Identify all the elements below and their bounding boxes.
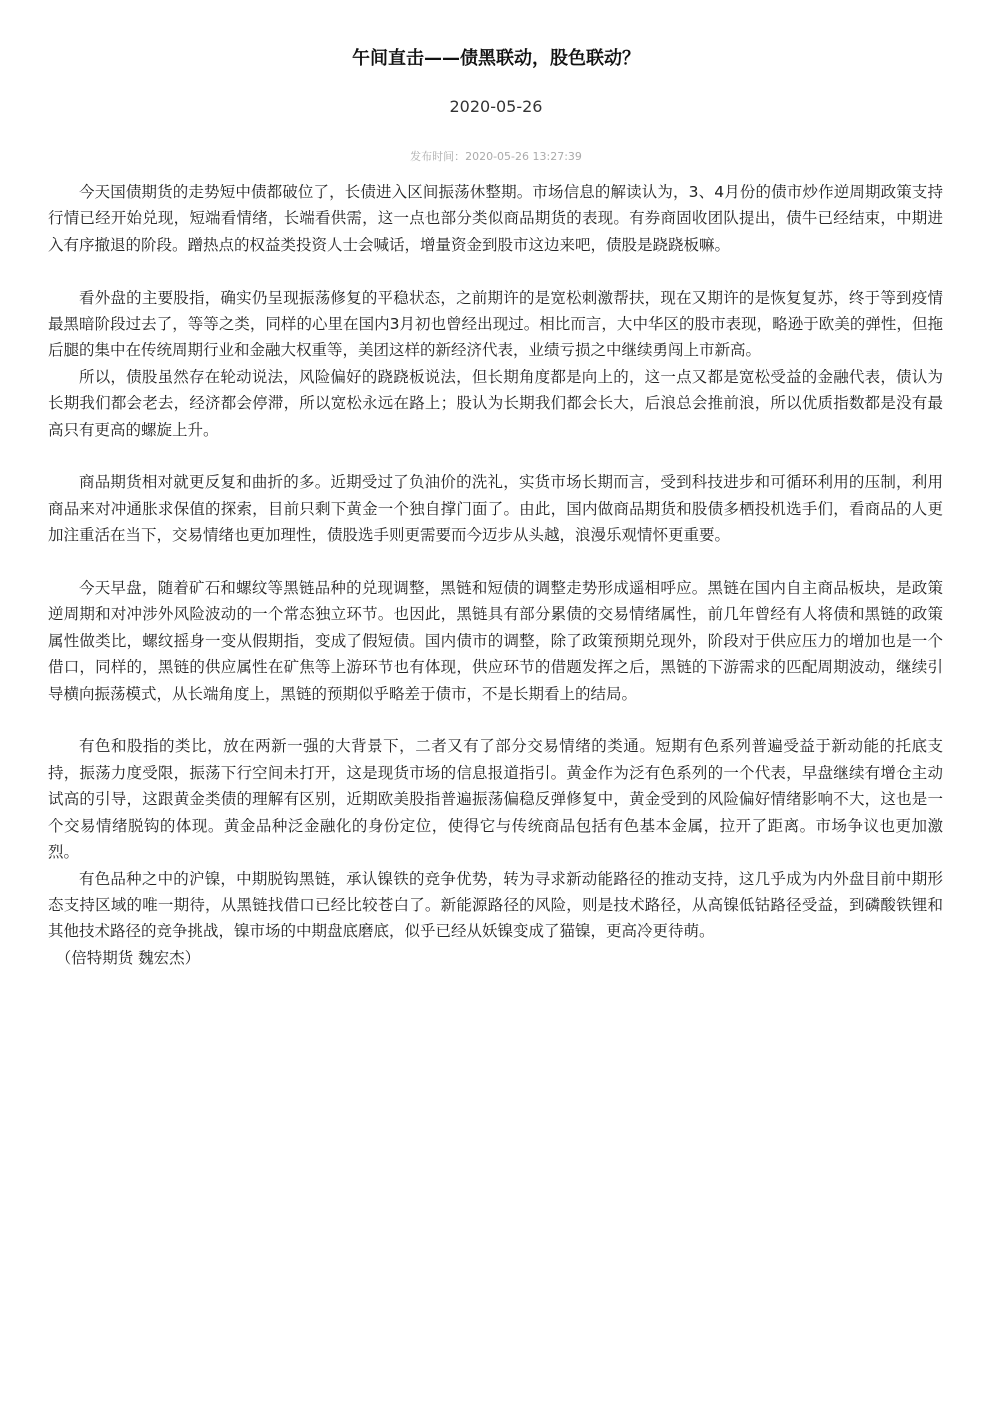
paragraph-gap [48, 707, 943, 733]
paragraph-gap [48, 258, 943, 284]
paragraph-gap [48, 443, 943, 469]
paragraph-2: 看外盘的主要股指，确实仍呈现振荡修复的平稳状态，之前期许的是宽松刺激帮扶，现在又期许的是恢复复苏，终于等到疫情最黑暗阶段过去了，等等之类，同样的心里在国内3月初也曾经出现过。相比而言，大中华区的股市表现，略逊于欧美的弹性，但拖后腿的集中在传统周期行业和金融大权重等，美团这样的新经济代表，业绩亏损之中继续勇闯上市新高。 [48, 288, 943, 360]
paragraph-gap [48, 549, 943, 575]
paragraph-4: 商品期货相对就更反复和曲折的多。近期受过了负油价的洗礼，实货市场长期而言，受到科技进步和可循环利用的压制，利用商品来对冲通胀求保值的探索，目前只剩下黄金一个独自撑门面了。由此，国内做商品期货和股债多栖投机选手们，看商品的人更加注重活在当下，交易情绪也更加理性，债股选手则更需要而今迈步从头越，浪漫乐观情怀更重要。 [48, 473, 943, 545]
article-date: 2020-05-26 [449, 97, 543, 116]
paragraph-3: 所以，债股虽然存在轮动说法，风险偏好的跷跷板说法，但长期角度都是向上的，这一点又都是宽松受益的金融代表，债认为长期我们都会老去，经济都会停滞，所以宽松永远在路上；股认为长期我们都会长大，后浪总会推前浪，所以优质指数都是没有最高只有更高的螺旋上升。 [48, 367, 943, 439]
author-signature: （倍特期货 魏宏杰） [55, 948, 201, 967]
article-title: 午间直击——债黑联动，股色联动？ [352, 48, 640, 69]
paragraph-6: 有色和股指的类比，放在两新一强的大背景下，二者又有了部分交易情绪的类通。短期有色系列普遍受益于新动能的托底支持，振荡力度受限，振荡下行空间未打开，这是现货市场的信息报道指引。黄金作为泛有色系列的一个代表，早盘继续有增仓主动试高的引导，这跟黄金类债的理解有区别，近期欧美股指普遍振荡偏稳反弹修复中，黄金受到的风险偏好情绪影响不大，这也是一个交易情绪脱钩的体现。黄金品种泛金融化的身份定位，使得它与传统商品包括有色基本金属，拉开了距离。市场争议也更加激烈。 [48, 737, 943, 862]
paragraph-1: 今天国债期货的走势短中债都破位了，长债进入区间振荡休整期。市场信息的解读认为，3、4月份的债市炒作逆周期政策支持行情已经开始兑现，短端看情绪，长端看供需，这一点也部分类似商品期货的表现。有券商固收团队提出，债牛已经结束，中期进入有序撤退的阶段。蹭热点的权益类投资人士会喊话，增量资金到股市这边来吧，债股是跷跷板嘛。 [48, 183, 943, 254]
publish-time: 发布时间：2020-05-26 13:27:39 [410, 150, 582, 163]
paragraph-5: 今天早盘，随着矿石和螺纹等黑链品种的兑现调整，黑链和短债的调整走势形成遥相呼应。黑链在国内自主商品板块，是政策逆周期和对冲涉外风险波动的一个常态独立环节。也因此，黑链具有部分累债的交易情绪属性，前几年曾经有人将债和黑链的政策属性做类比，螺纹摇身一变从假期指，变成了假短债。国内债市的调整，除了政策预期兑现外，阶段对于供应压力的增加也是一个借口，同样的，黑链的供应属性在矿焦等上游环节也有体现，供应环节的借题发挥之后，黑链的下游需求的匹配周期波动，继续引导横向振荡模式，从长端角度上，黑链的预期似乎略差于债市，不是长期看上的结局。 [48, 579, 943, 703]
paragraph-7: 有色品种之中的沪镍，中期脱钩黑链，承认镍铁的竞争优势，转为寻求新动能路径的推动支持，这几乎成为内外盘目前中期形态支持区域的唯一期待，从黑链找借口已经比较苍白了。新能源路径的风险，则是技术路径，从高镍低钴路径受益，到磷酸铁锂和其他技术路径的竞争挑战，镍市场的中期盘底磨底，似乎已经从妖镍变成了猫镍，更高冷更待萌。 [48, 869, 943, 941]
article-body [48, 179, 943, 971]
